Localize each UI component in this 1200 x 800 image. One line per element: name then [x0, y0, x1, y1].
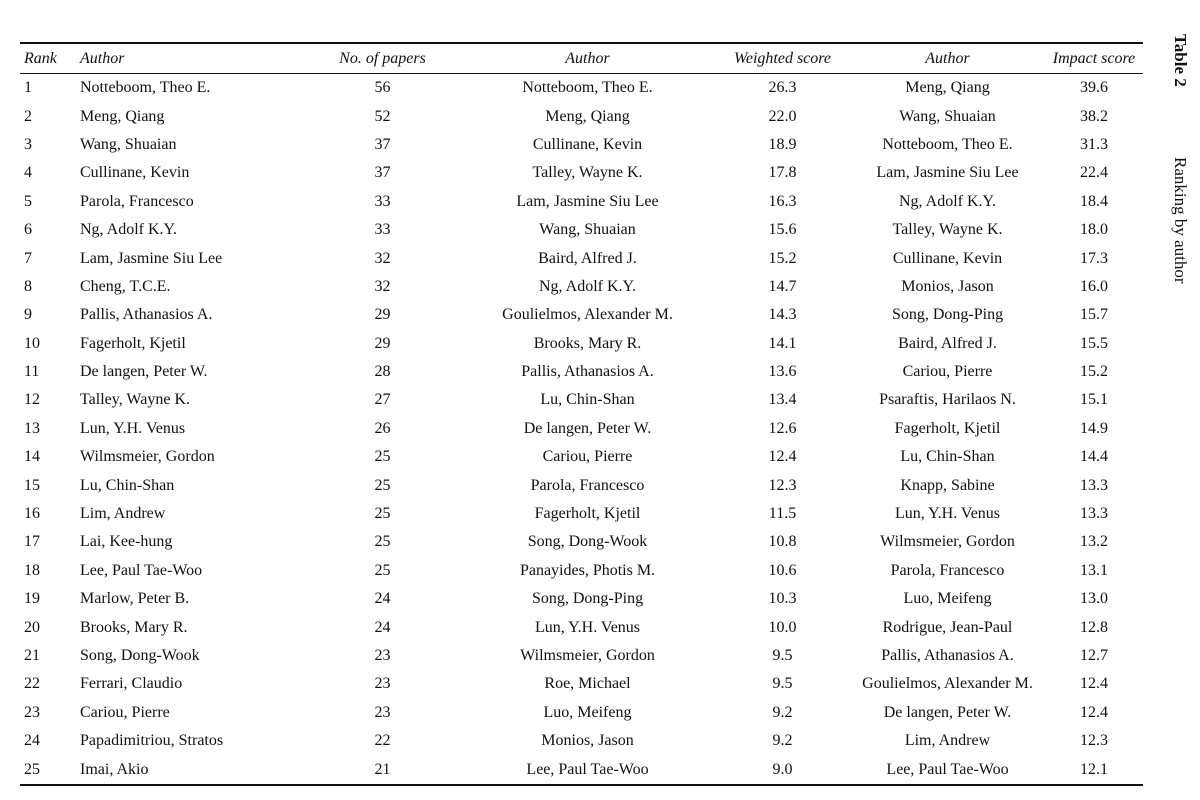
cell-no-of-papers: 32: [374, 277, 391, 295]
table-row: [20, 471, 1143, 499]
cell-author-by-papers: Lee, Paul Tae-Woo: [80, 561, 203, 579]
table-row: [20, 528, 1143, 556]
cell-rank: 23: [24, 703, 40, 721]
cell-author-by-papers: Lu, Chin-Shan: [80, 476, 175, 494]
cell-author-by-impact: Notteboom, Theo E.: [882, 135, 1013, 153]
table-row: [20, 642, 1143, 670]
table-row: [20, 216, 1143, 244]
cell-rank: 9: [24, 306, 32, 324]
cell-author-by-impact: Ng, Adolf K.Y.: [898, 192, 997, 210]
cell-no-of-papers: 52: [374, 107, 391, 125]
cell-no-of-papers: 24: [374, 590, 391, 608]
table-row: [20, 670, 1143, 698]
cell-author-by-impact: De langen, Peter W.: [883, 703, 1012, 721]
cell-author-by-weighted: Luo, Meifeng: [543, 703, 632, 721]
cell-weighted-score: 13.4: [768, 391, 797, 409]
cell-author-by-impact: Psaraftis, Harilaos N.: [879, 391, 1016, 409]
cell-weighted-score: 14.7: [768, 277, 797, 295]
cell-author-by-papers: Wilmsmeier, Gordon: [80, 448, 215, 466]
cell-no-of-papers: 25: [374, 533, 391, 551]
cell-rank: 2: [24, 107, 32, 125]
cell-no-of-papers: 56: [374, 79, 391, 97]
cell-no-of-papers: 25: [374, 448, 391, 466]
cell-author-by-weighted: Talley, Wayne K.: [532, 164, 643, 182]
cell-no-of-papers: 24: [374, 618, 391, 636]
cell-impact-score: 15.5: [1080, 334, 1108, 352]
cell-rank: 14: [24, 448, 40, 466]
table-header: [20, 43, 1143, 74]
cell-rank: 17: [24, 533, 40, 551]
cell-weighted-score: 12.4: [768, 448, 797, 466]
header-rank: Rank: [24, 49, 57, 67]
table-row: [20, 188, 1143, 216]
cell-weighted-score: 14.1: [768, 334, 797, 352]
cell-no-of-papers: 21: [374, 760, 391, 778]
cell-author-by-impact: Baird, Alfred J.: [898, 334, 997, 352]
cell-author-by-papers: Parola, Francesco: [80, 192, 194, 210]
table-row: [20, 273, 1143, 301]
cell-author-by-weighted: Roe, Michael: [544, 675, 631, 693]
cell-no-of-papers: 25: [374, 505, 391, 523]
cell-weighted-score: 15.6: [768, 221, 797, 239]
header-weighted-score: Weighted score: [733, 49, 831, 67]
cell-author-by-weighted: Notteboom, Theo E.: [522, 79, 653, 97]
cell-rank: 13: [24, 419, 40, 437]
cell-author-by-weighted: Ng, Adolf K.Y.: [538, 277, 637, 295]
cell-author-by-impact: Wang, Shuaian: [899, 107, 996, 125]
table-row: [20, 244, 1143, 272]
cell-author-by-impact: Cariou, Pierre: [902, 363, 993, 381]
table-row: [20, 131, 1143, 159]
cell-author-by-papers: Cheng, T.C.E.: [80, 277, 171, 295]
cell-no-of-papers: 23: [374, 703, 391, 721]
cell-weighted-score: 9.0: [772, 760, 793, 778]
cell-author-by-impact: Meng, Qiang: [905, 79, 990, 97]
cell-impact-score: 15.1: [1080, 391, 1108, 409]
cell-author-by-impact: Goulielmos, Alexander M.: [862, 675, 1033, 693]
cell-author-by-weighted: Brooks, Mary R.: [533, 334, 642, 352]
cell-rank: 7: [24, 249, 32, 267]
cell-impact-score: 12.7: [1080, 647, 1108, 664]
cell-weighted-score: 9.2: [772, 703, 793, 721]
cell-rank: 8: [24, 277, 32, 295]
cell-author-by-papers: Talley, Wayne K.: [80, 391, 190, 409]
cell-author-by-weighted: Lee, Paul Tae-Woo: [526, 760, 649, 778]
cell-rank: 1: [24, 79, 32, 97]
cell-author-by-impact: Rodrigue, Jean-Paul: [882, 618, 1013, 636]
table-row: [20, 585, 1143, 613]
cell-weighted-score: 15.2: [768, 249, 797, 267]
cell-author-by-papers: Papadimitriou, Stratos: [80, 732, 224, 750]
table-row: [20, 500, 1143, 528]
cell-no-of-papers: 26: [374, 419, 391, 437]
cell-impact-score: 15.2: [1080, 363, 1108, 381]
cell-weighted-score: 18.9: [768, 135, 797, 153]
cell-author-by-weighted: Wilmsmeier, Gordon: [520, 647, 655, 664]
cell-impact-score: 12.4: [1080, 703, 1108, 721]
cell-no-of-papers: 32: [374, 249, 391, 267]
cell-author-by-weighted: Fagerholt, Kjetil: [534, 505, 641, 523]
table-caption: [1170, 34, 1190, 283]
cell-impact-score: 16.0: [1080, 277, 1108, 295]
ranking-table-container: [20, 42, 1143, 786]
table-row: [20, 102, 1143, 130]
header-author-papers: Author: [80, 49, 125, 67]
cell-weighted-score: 11.5: [768, 505, 797, 523]
cell-author-by-papers: Wang, Shuaian: [80, 135, 177, 153]
cell-author-by-papers: Ng, Adolf K.Y.: [80, 221, 178, 239]
cell-author-by-impact: Knapp, Sabine: [900, 476, 995, 494]
table-row: [20, 386, 1143, 414]
cell-author-by-impact: Parola, Francesco: [890, 561, 1005, 579]
cell-weighted-score: 17.8: [768, 164, 797, 182]
cell-weighted-score: 16.3: [768, 192, 797, 210]
cell-author-by-weighted: Baird, Alfred J.: [538, 249, 637, 267]
cell-weighted-score: 10.8: [768, 533, 797, 551]
cell-weighted-score: 26.3: [768, 79, 797, 97]
cell-no-of-papers: 23: [374, 647, 391, 664]
cell-rank: 24: [24, 732, 40, 750]
cell-author-by-papers: Lun, Y.H. Venus: [80, 419, 186, 437]
cell-no-of-papers: 25: [374, 561, 391, 579]
cell-author-by-papers: Lam, Jasmine Siu Lee: [80, 249, 223, 267]
cell-no-of-papers: 33: [374, 221, 391, 239]
cell-impact-score: 14.9: [1080, 419, 1108, 437]
cell-author-by-weighted: Cariou, Pierre: [542, 448, 633, 466]
cell-author-by-impact: Talley, Wayne K.: [892, 221, 1003, 239]
cell-rank: 15: [24, 476, 40, 494]
table-row: [20, 699, 1143, 727]
cell-weighted-score: 22.0: [768, 107, 797, 125]
table-row: [20, 74, 1143, 103]
cell-weighted-score: 14.3: [768, 306, 797, 324]
cell-author-by-impact: Lam, Jasmine Siu Lee: [876, 164, 1019, 182]
header-author-weighted: Author: [565, 49, 610, 67]
table-row: [20, 330, 1143, 358]
cell-weighted-score: 9.5: [772, 675, 793, 693]
cell-no-of-papers: 25: [374, 476, 391, 494]
header-row: [20, 43, 1143, 74]
cell-impact-score: 13.1: [1080, 561, 1108, 579]
cell-author-by-papers: Meng, Qiang: [80, 107, 165, 125]
cell-rank: 3: [24, 135, 32, 153]
ranking-table: [20, 42, 1143, 786]
cell-impact-score: 13.3: [1080, 476, 1108, 494]
cell-rank: 18: [24, 561, 40, 579]
cell-rank: 20: [24, 618, 40, 636]
cell-author-by-weighted: Pallis, Athanasios A.: [521, 363, 654, 381]
table-row: [20, 557, 1143, 585]
cell-impact-score: 18.0: [1080, 221, 1108, 239]
cell-weighted-score: 10.3: [768, 590, 797, 608]
cell-rank: 12: [24, 391, 40, 409]
cell-impact-score: 38.2: [1080, 107, 1108, 125]
cell-author-by-weighted: Lu, Chin-Shan: [540, 391, 635, 409]
cell-author-by-weighted: Parola, Francesco: [530, 476, 645, 494]
cell-no-of-papers: 29: [374, 334, 391, 352]
cell-weighted-score: 12.6: [768, 419, 797, 437]
cell-impact-score: 31.3: [1080, 135, 1108, 153]
cell-author-by-papers: Fagerholt, Kjetil: [80, 334, 186, 352]
cell-author-by-papers: Lim, Andrew: [80, 505, 166, 523]
cell-rank: 16: [24, 505, 40, 523]
header-impact-score: Impact score: [1052, 49, 1136, 67]
cell-author-by-weighted: Cullinane, Kevin: [532, 135, 643, 153]
cell-author-by-papers: Notteboom, Theo E.: [80, 79, 211, 97]
table-row: [20, 415, 1143, 443]
cell-rank: 10: [24, 334, 40, 352]
cell-no-of-papers: 22: [374, 732, 391, 750]
cell-no-of-papers: 37: [374, 135, 391, 153]
cell-author-by-papers: Cullinane, Kevin: [80, 164, 190, 182]
cell-author-by-impact: Lee, Paul Tae-Woo: [886, 760, 1009, 778]
cell-author-by-impact: Monios, Jason: [901, 277, 994, 295]
cell-impact-score: 22.4: [1080, 164, 1108, 182]
cell-no-of-papers: 28: [374, 363, 391, 381]
cell-impact-score: 18.4: [1080, 192, 1108, 210]
cell-no-of-papers: 23: [374, 675, 391, 693]
cell-author-by-impact: Wilmsmeier, Gordon: [880, 533, 1015, 551]
cell-impact-score: 13.0: [1080, 590, 1108, 608]
cell-rank: 19: [24, 590, 40, 608]
cell-author-by-weighted: Lam, Jasmine Siu Lee: [516, 192, 659, 210]
cell-author-by-weighted: Song, Dong-Wook: [527, 533, 648, 551]
cell-impact-score: 12.4: [1080, 675, 1108, 693]
cell-impact-score: 12.8: [1080, 618, 1108, 636]
cell-no-of-papers: 27: [374, 391, 391, 409]
cell-author-by-impact: Luo, Meifeng: [903, 590, 992, 608]
cell-impact-score: 17.3: [1080, 249, 1108, 267]
cell-author-by-impact: Song, Dong-Ping: [891, 306, 1004, 324]
cell-author-by-papers: Lai, Kee-hung: [80, 533, 173, 551]
table-row: [20, 727, 1143, 755]
cell-rank: 22: [24, 675, 40, 693]
cell-weighted-score: 10.6: [768, 561, 797, 579]
table-row: [20, 443, 1143, 471]
cell-rank: 25: [24, 760, 40, 778]
cell-author-by-impact: Lim, Andrew: [904, 732, 991, 750]
cell-rank: 11: [24, 363, 40, 381]
cell-weighted-score: 9.5: [772, 647, 793, 664]
table-row: [20, 159, 1143, 187]
cell-impact-score: 12.1: [1080, 760, 1108, 778]
table-row: [20, 755, 1143, 784]
cell-author-by-weighted: Monios, Jason: [541, 732, 634, 750]
cell-author-by-weighted: Panayides, Photis M.: [519, 561, 656, 579]
cell-author-by-papers: Imai, Akio: [80, 760, 149, 778]
cell-rank: 5: [24, 192, 32, 210]
table-label: Table 2: [1171, 34, 1190, 87]
cell-rank: 6: [24, 221, 32, 239]
cell-author-by-weighted: Goulielmos, Alexander M.: [502, 306, 673, 324]
cell-author-by-weighted: Meng, Qiang: [545, 107, 630, 125]
header-no-of-papers: No. of papers: [339, 49, 426, 67]
header-author-impact: Author: [925, 49, 970, 67]
cell-rank: 4: [24, 164, 32, 182]
cell-author-by-impact: Cullinane, Kevin: [892, 249, 1003, 267]
cell-author-by-impact: Lun, Y.H. Venus: [894, 505, 1001, 523]
cell-author-by-weighted: Wang, Shuaian: [539, 221, 636, 239]
table-row: [20, 358, 1143, 386]
cell-rank: 21: [24, 647, 40, 664]
cell-impact-score: 12.3: [1080, 732, 1108, 750]
cell-weighted-score: 9.2: [772, 732, 793, 750]
cell-author-by-impact: Pallis, Athanasios A.: [881, 647, 1014, 664]
cell-impact-score: 13.3: [1080, 505, 1108, 523]
cell-weighted-score: 13.6: [768, 363, 797, 381]
table-body: [20, 74, 1143, 785]
cell-impact-score: 14.4: [1080, 448, 1108, 466]
cell-author-by-impact: Lu, Chin-Shan: [900, 448, 995, 466]
cell-no-of-papers: 33: [374, 192, 391, 210]
cell-author-by-papers: Pallis, Athanasios A.: [80, 306, 213, 324]
cell-author-by-papers: Ferrari, Claudio: [80, 675, 183, 693]
cell-author-by-papers: Song, Dong-Wook: [80, 647, 200, 664]
cell-weighted-score: 10.0: [768, 618, 797, 636]
cell-author-by-papers: Brooks, Mary R.: [80, 618, 188, 636]
table-title: Ranking by author: [1171, 156, 1190, 284]
cell-author-by-weighted: Song, Dong-Ping: [531, 590, 644, 608]
cell-author-by-papers: Cariou, Pierre: [80, 703, 170, 721]
cell-author-by-impact: Fagerholt, Kjetil: [894, 419, 1001, 437]
cell-impact-score: 39.6: [1080, 79, 1108, 97]
cell-impact-score: 13.2: [1080, 533, 1108, 551]
cell-author-by-papers: Marlow, Peter B.: [80, 590, 190, 608]
table-row: [20, 301, 1143, 329]
cell-author-by-papers: De langen, Peter W.: [80, 363, 208, 381]
cell-no-of-papers: 37: [374, 164, 391, 182]
cell-no-of-papers: 29: [374, 306, 391, 324]
cell-author-by-weighted: De langen, Peter W.: [523, 419, 652, 437]
table-row: [20, 613, 1143, 641]
cell-impact-score: 15.7: [1080, 306, 1108, 324]
cell-weighted-score: 12.3: [768, 476, 797, 494]
cell-author-by-weighted: Lun, Y.H. Venus: [534, 618, 641, 636]
